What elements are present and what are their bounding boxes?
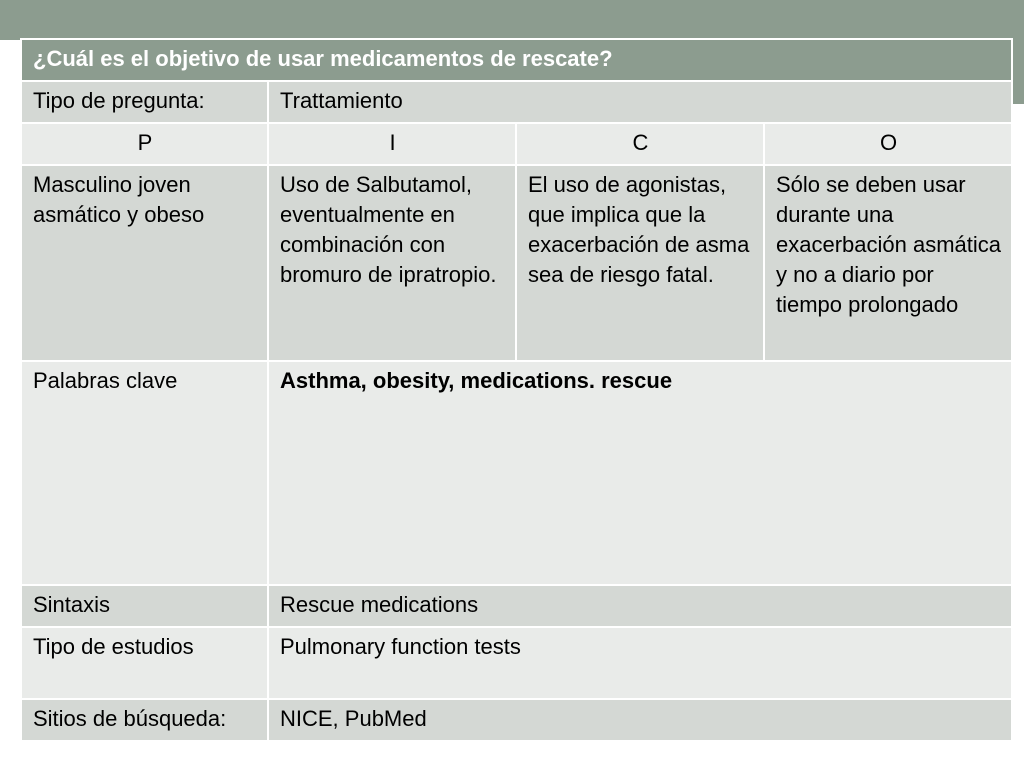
pico-header-i: I [268, 123, 516, 165]
sintaxis-value: Rescue medications [268, 585, 1012, 627]
tipo-estudios-row [21, 627, 1012, 699]
palabras-clave-value: Asthma, obesity, medications. rescue [268, 361, 1012, 585]
slide-top-band [0, 0, 1024, 40]
sintaxis-label: Sintaxis [21, 585, 268, 627]
tipo-estudios-value: Pulmonary function tests [268, 627, 1012, 699]
question-title: ¿Cuál es el objetivo de usar medicamentos de rescate? [21, 39, 1012, 81]
pico-value-p: Masculino joven asmático y obeso [21, 165, 268, 361]
sitios-busqueda-label: Sitios de búsqueda: [21, 699, 268, 741]
tipo-pregunta-value: Trattamiento [268, 81, 1012, 123]
pico-header-row [21, 123, 1012, 165]
question-row [21, 39, 1012, 81]
pico-header-o: O [764, 123, 1012, 165]
palabras-clave-label: Palabras clave [21, 361, 268, 585]
pico-values-row [21, 165, 1012, 361]
pico-value-i: Uso de Salbutamol, eventualmente en combinación con bromuro de ipratropio. [268, 165, 516, 361]
sintaxis-row [21, 585, 1012, 627]
pico-header-c: C [516, 123, 764, 165]
palabras-clave-row [21, 361, 1012, 585]
tipo-estudios-label: Tipo de estudios [21, 627, 268, 699]
pico-header-p: P [21, 123, 268, 165]
pico-value-o: Sólo se deben usar durante una exacerbación asmática y no a diario por tiempo prolongado [764, 165, 1012, 361]
tipo-pregunta-row [21, 81, 1012, 123]
pico-table [20, 38, 1013, 742]
sitios-busqueda-value: NICE, PubMed [268, 699, 1012, 741]
sitios-busqueda-row [21, 699, 1012, 741]
pico-value-c: El uso de agonistas, que implica que la exacerbación de asma sea de riesgo fatal. [516, 165, 764, 361]
tipo-pregunta-label: Tipo de pregunta: [21, 81, 268, 123]
